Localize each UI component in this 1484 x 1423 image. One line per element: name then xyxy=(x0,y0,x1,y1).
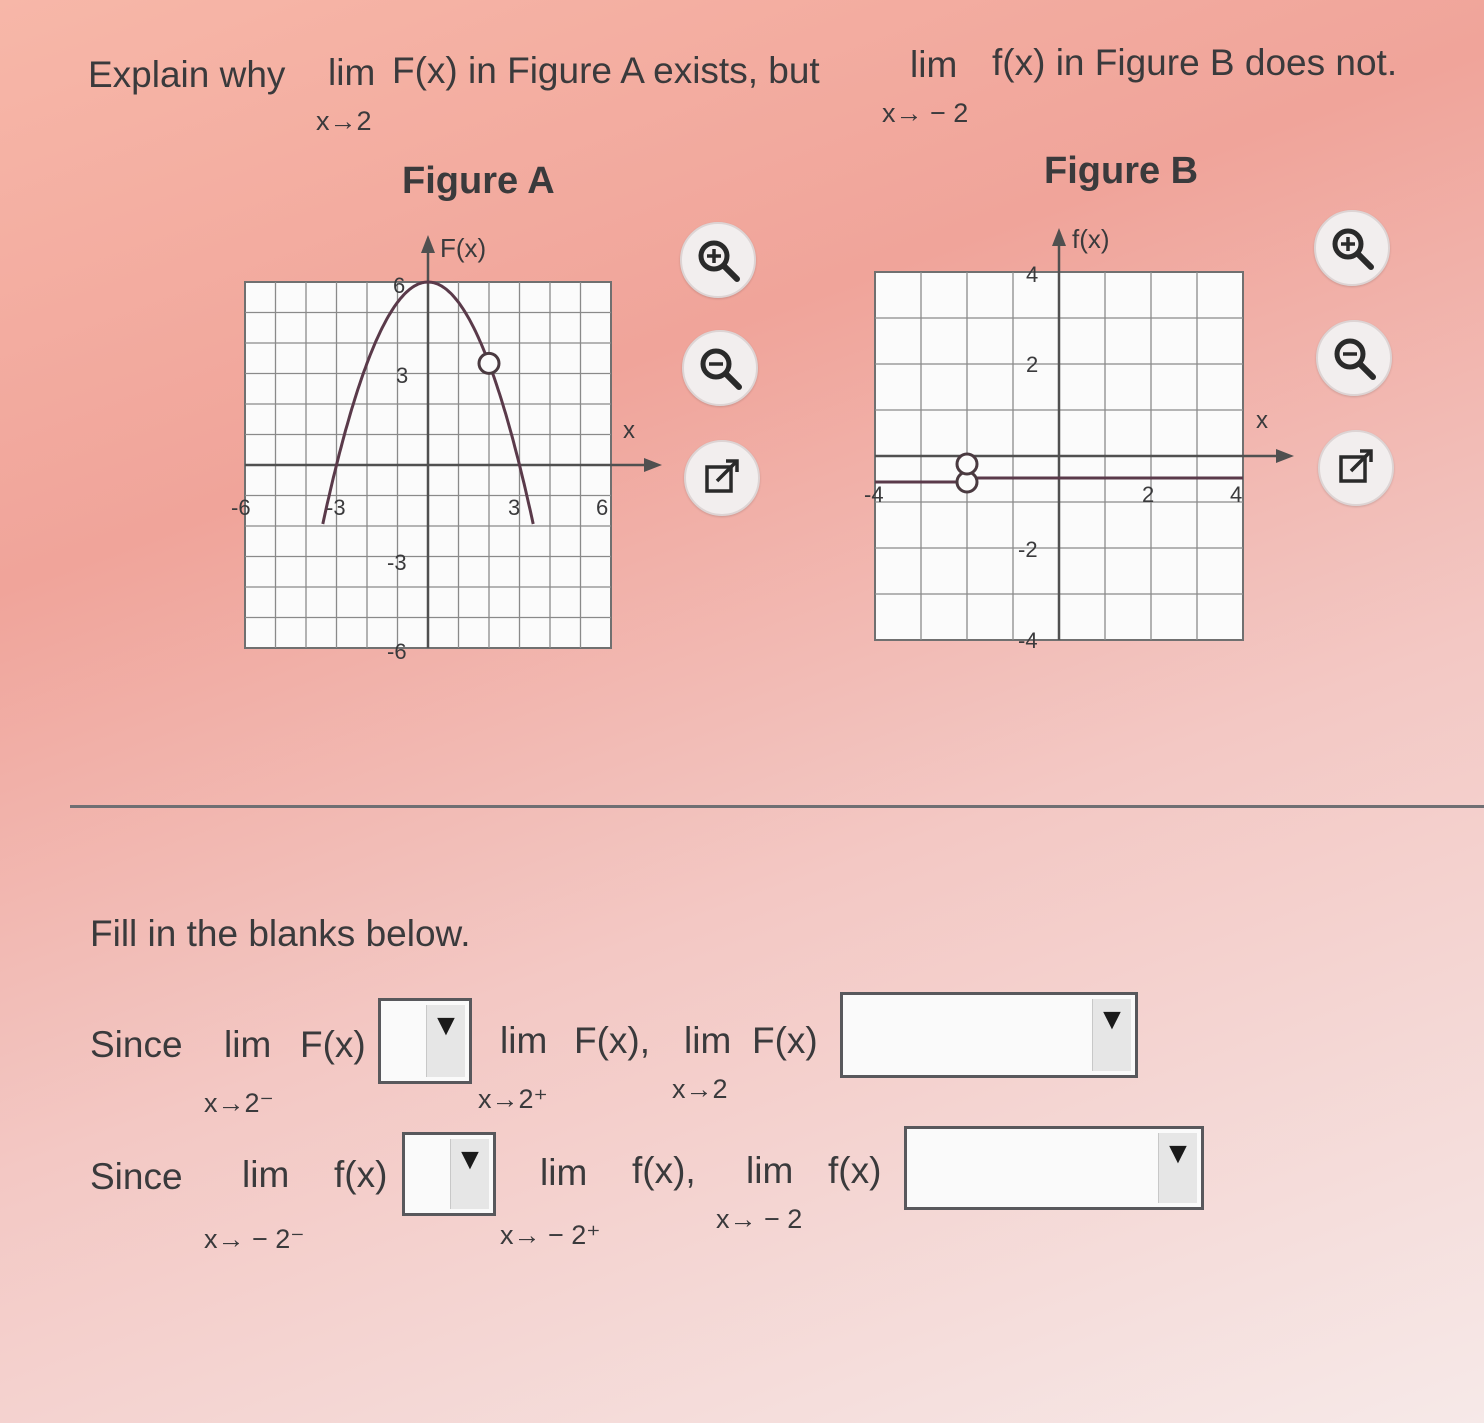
figure-b-title: Figure B xyxy=(1044,150,1199,192)
external-link-icon xyxy=(699,455,745,501)
row1-func-right: F(x), xyxy=(574,1020,651,1061)
row1-func-total: F(x) xyxy=(752,1020,818,1061)
row2-lim-total: lim xyxy=(746,1150,794,1191)
question-lim1-func: F(x) in Figure A exists, but xyxy=(392,50,820,91)
zoom-out-icon xyxy=(1329,333,1379,383)
question-lim1-sub: x→2 xyxy=(316,106,372,136)
question-lim2-func: f(x) in Figure B does not. xyxy=(992,42,1398,83)
instructions-text: Fill in the blanks below. xyxy=(90,913,471,954)
row1-func-left: F(x) xyxy=(300,1024,366,1065)
figure-b-xtick-4: 4 xyxy=(1230,482,1243,507)
figure-b-ytick-neg4: -4 xyxy=(1018,628,1038,653)
question-lim2-sub: x→ − 2 xyxy=(882,98,969,128)
figure-a-y-label: F(x) xyxy=(440,233,487,263)
row2-lim-left: lim xyxy=(242,1154,290,1195)
zoom-out-icon xyxy=(695,343,745,393)
figure-a-zoom-in-button[interactable] xyxy=(680,222,756,298)
row1-lim-right: lim xyxy=(500,1020,548,1061)
figure-b-zoom-out-button[interactable] xyxy=(1316,320,1392,396)
row2-sub-right: x→ − 2⁺ xyxy=(500,1220,601,1250)
question-prefix: Explain why xyxy=(88,54,286,95)
dropdown-arrow-icon: ▼ xyxy=(431,1009,461,1042)
figure-b-graph xyxy=(860,220,1300,660)
figure-a-xtick-3: 3 xyxy=(508,495,521,520)
figure-b-x-arrow xyxy=(1276,449,1294,463)
row2-compare-select[interactable] xyxy=(402,1132,496,1216)
row1-lim-total: lim xyxy=(684,1020,732,1061)
row2-func-total: f(x) xyxy=(828,1150,882,1191)
row1-compare-arrow[interactable] xyxy=(426,1005,465,1077)
dropdown-arrow-icon: ▼ xyxy=(1163,1137,1193,1170)
row1-result-select[interactable] xyxy=(840,992,1138,1078)
row1-since: Since xyxy=(90,1024,183,1065)
row1-result-arrow[interactable] xyxy=(1092,999,1131,1071)
question-lim1-word: lim xyxy=(328,52,376,93)
section-divider xyxy=(70,805,1484,808)
row2-since: Since xyxy=(90,1156,183,1197)
figure-b-y-label: f(x) xyxy=(1072,224,1110,254)
figure-a-xtick-neg3: -3 xyxy=(326,495,346,520)
figure-b-xtick-2: 2 xyxy=(1142,482,1155,507)
row2-lim-right: lim xyxy=(540,1152,588,1193)
external-link-icon xyxy=(1333,445,1379,491)
row2-compare-arrow[interactable] xyxy=(450,1139,489,1209)
row1-compare-select[interactable] xyxy=(378,998,472,1084)
figure-a-y-arrow xyxy=(421,235,435,253)
figure-b-popout-button[interactable] xyxy=(1318,430,1394,506)
row2-sub-left: x→ − 2⁻ xyxy=(204,1224,305,1254)
figure-b-open-point-high xyxy=(957,454,977,474)
row1-lim-left: lim xyxy=(224,1024,272,1065)
zoom-in-icon xyxy=(693,235,743,285)
question-lim2-word: lim xyxy=(910,44,958,85)
figure-b-ytick-neg2: -2 xyxy=(1018,537,1038,562)
figure-a-zoom-out-button[interactable] xyxy=(682,330,758,406)
figure-a-open-point xyxy=(479,353,499,373)
figure-b-ytick-4: 4 xyxy=(1026,262,1039,287)
dropdown-arrow-icon: ▼ xyxy=(1097,1003,1127,1036)
figure-a-ytick-6: 6 xyxy=(393,273,406,298)
figure-a-xtick-neg6: -6 xyxy=(231,495,251,520)
figure-b-ytick-2: 2 xyxy=(1026,352,1039,377)
row2-func-right: f(x), xyxy=(632,1150,696,1191)
row2-func-left: f(x) xyxy=(334,1154,388,1195)
figure-a-xtick-6: 6 xyxy=(596,495,609,520)
figure-a-ytick-neg3: -3 xyxy=(387,550,407,575)
zoom-in-icon xyxy=(1327,223,1377,273)
figure-a-popout-button[interactable] xyxy=(684,440,760,516)
dropdown-arrow-icon: ▼ xyxy=(455,1143,485,1176)
figure-b-y-arrow xyxy=(1052,228,1066,246)
figure-a-ytick-3: 3 xyxy=(396,363,409,388)
figure-a-x-label: x xyxy=(623,417,635,444)
figure-a-x-arrow xyxy=(644,458,662,472)
figure-b-x-label: x xyxy=(1256,407,1268,434)
row1-sub-total: x→2 xyxy=(672,1074,728,1104)
figure-a-graph xyxy=(230,225,670,670)
figure-b-zoom-in-button[interactable] xyxy=(1314,210,1390,286)
row2-sub-total: x→ − 2 xyxy=(716,1204,803,1234)
row2-result-select[interactable] xyxy=(904,1126,1204,1210)
row1-sub-right: x→2⁺ xyxy=(478,1084,548,1114)
figure-a-ytick-neg6: -6 xyxy=(387,639,407,664)
figure-a-title: Figure A xyxy=(402,160,555,202)
row1-sub-left: x→2⁻ xyxy=(204,1088,274,1118)
row2-result-arrow[interactable] xyxy=(1158,1133,1197,1203)
figure-b-xtick-neg4: -4 xyxy=(864,482,884,507)
